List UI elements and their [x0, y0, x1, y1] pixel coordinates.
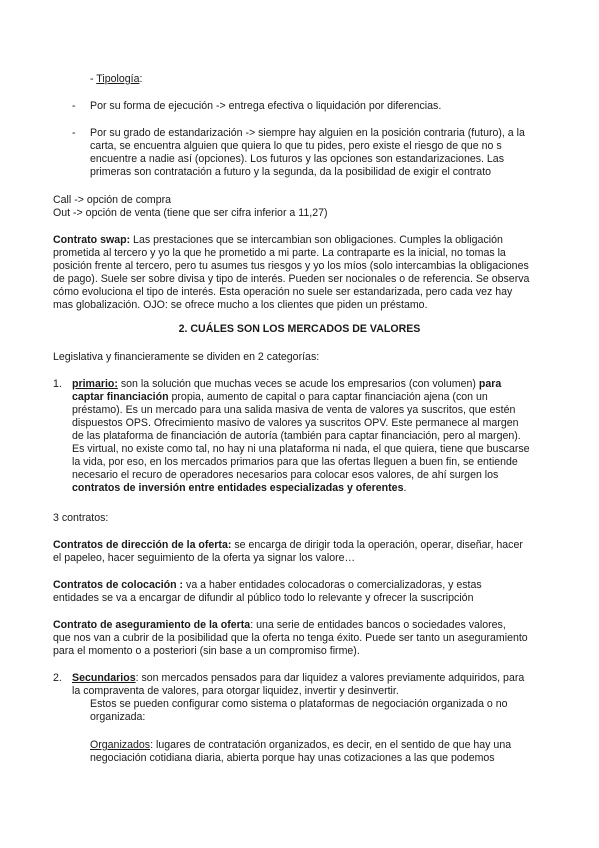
aseguramiento-line: para el momento o a posteriori (sin base a un compromiso firme). [53, 645, 360, 657]
aseguramiento-text: : una serie de entidades bancos o sociedades valores, [250, 619, 506, 631]
tipologia-prefix: - [90, 73, 97, 85]
item-1-text: son la solución que muchas veces se acude los empresarios (con volumen) [117, 378, 479, 390]
bullet-2-line: encuentre a nadie así (opciones). Los futuros y las opciones son estandarizaciones. Las [90, 153, 504, 165]
organizados-label: Organizados [90, 739, 151, 751]
bullet-2-marker: - [72, 127, 76, 139]
aseguramiento-label: Contrato de aseguramiento de la oferta [53, 619, 251, 631]
colocacion-label: Contratos de colocación : [53, 579, 184, 591]
item-1-line: de las plataforma de financiación de autoría (también para captar financiación, pero al margen). [72, 430, 521, 442]
item-2-number: 2. [53, 672, 62, 684]
swap-line: prometida al tercero y yo la que he prometido a mi parte. La contraparte es la inicial, no tomas la [53, 247, 506, 259]
organizados-text: : lugares de contratación organizados, es decir, en el sentido de que hay una [150, 739, 512, 751]
tres-contratos: 3 contratos: [53, 512, 109, 524]
swap-line: cómo evoluciona el tipo de interés. Esta operación no suele ser estandarizada, pero cada vez hay [53, 286, 513, 298]
item-1-paragraph [72, 378, 545, 495]
tipologia-heading [90, 73, 142, 86]
item-1-line: la vida, por eso, en los mercados primarios para que las ofertas lleguen a buen fin, se entiende [72, 456, 518, 468]
bullet-2-text [90, 127, 545, 179]
swap-line: de pago). Suele ser sobre divisa y tipo de interés. Pueden ser nocionales o de referencia. Se observa [53, 273, 530, 285]
swap-line: posición frente al tercero, pero tu asumes tus riesgos y yo los míos (solo intercambias la obligaciones [53, 260, 529, 272]
direccion-text: se encarga de dirigir toda la operación, operar, diseñar, hacer [231, 539, 523, 551]
intro-line: Legislativa y financieramente se dividen en 2 categorías: [53, 351, 320, 363]
item-1-label: primario: [72, 378, 118, 390]
organizados-line: negociación cotidiana diaria, abierta porque hay unas cotizaciones a las que podemos [90, 752, 495, 764]
item-2-subparagraph [90, 698, 545, 724]
call-line: Call -> opción de compra [53, 194, 172, 206]
item-2-line: Estos se pueden configurar como sistema o plataformas de negociación organizada o no [90, 698, 508, 710]
direccion-line: el papeleo, hacer seguimiento de la oferta ya signar los valore… [53, 552, 356, 564]
item-1-bold: contratos de inversión entre entidades especializadas y oferentes [72, 482, 404, 494]
item-2-line: organizada: [90, 711, 146, 723]
direccion-paragraph [53, 539, 545, 565]
swap-label: Contrato swap: [53, 234, 131, 246]
item-1-line: Es virtual, no existe como tal, no hay ni una plataforma ni nada, el que quiera, tiene que buscarse [72, 443, 530, 455]
bullet-2-line: Por su grado de estandarización -> siempre hay alguien en la posición contraria (futuro), a la [90, 127, 525, 139]
out-line: Out -> opción de venta (tiene que ser cifra inferior a 11,27) [53, 207, 328, 219]
item-1-bold: para [478, 378, 502, 390]
direccion-label: Contratos de dirección de la oferta: [53, 539, 232, 551]
item-2-text: : son mercados pensados para dar liquidez a valores previamente adquiridos, para [135, 672, 525, 684]
section-heading: 2. CUÁLES SON LOS MERCADOS DE VALORES [178, 323, 421, 335]
aseguramiento-paragraph [53, 619, 545, 658]
item-2-paragraph [72, 672, 545, 698]
item-2-line: la compraventa de valores, para otorgar liquidez, invertir y desinvertir. [72, 685, 399, 697]
colocacion-line: entidades se va a encargar de difundir al público todo lo relevante y ofrecer la suscripción [53, 592, 474, 604]
item-1-text: . [403, 482, 407, 494]
colocacion-text: va a haber entidades colocadoras o comercializadoras, y estas [183, 579, 482, 591]
aseguramiento-line: que nos van a cubrir de la posibilidad que la oferta no tenga éxito. Puede ser tanto un aseguramiento [53, 632, 528, 644]
tipologia-suffix: : [139, 73, 143, 85]
bullet-2-line: carta, se encuentra alguien que quiera lo que tu pides, pero existe el riesgo de que no s [90, 140, 502, 152]
bullet-1-text: Por su forma de ejecución -> entrega efectiva o liquidación por diferencias. [90, 100, 442, 112]
colocacion-paragraph [53, 579, 545, 605]
bullet-1-marker: - [72, 100, 76, 112]
item-1-line: préstamo). Es un mercado para una salida masiva de venta de valores ya suscritos, que estén [72, 404, 516, 416]
swap-text: Las prestaciones que se intercambian son obligaciones. Cumples la obligación [130, 234, 503, 246]
swap-paragraph [53, 234, 545, 312]
item-1-text: propia, aumento de capital o para captar financiación ajena (con un [168, 391, 488, 403]
item-1-line: dispuestos OPS. Ofrecimiento masivo de valores ya suscritos OPV. Este permanece al margen [72, 417, 519, 429]
item-2-label: Secundarios [72, 672, 136, 684]
item-1-number: 1. [53, 378, 62, 390]
bullet-2-line: primeras son contratación a futuro y la segunda, da la posibilidad de exigir el contrato [90, 166, 492, 178]
swap-line: mas globalización. OJO: se ofrece mucho a los clientes que piden un préstamo. [53, 299, 428, 311]
tipologia-label: Tipología [96, 73, 140, 85]
item-1-line: necesario el recuro de operadores necesarios para colocar esos valores, de ahí surgen los [72, 469, 499, 481]
item-1-bold: captar financiación [72, 391, 169, 403]
organizados-paragraph [90, 739, 545, 765]
